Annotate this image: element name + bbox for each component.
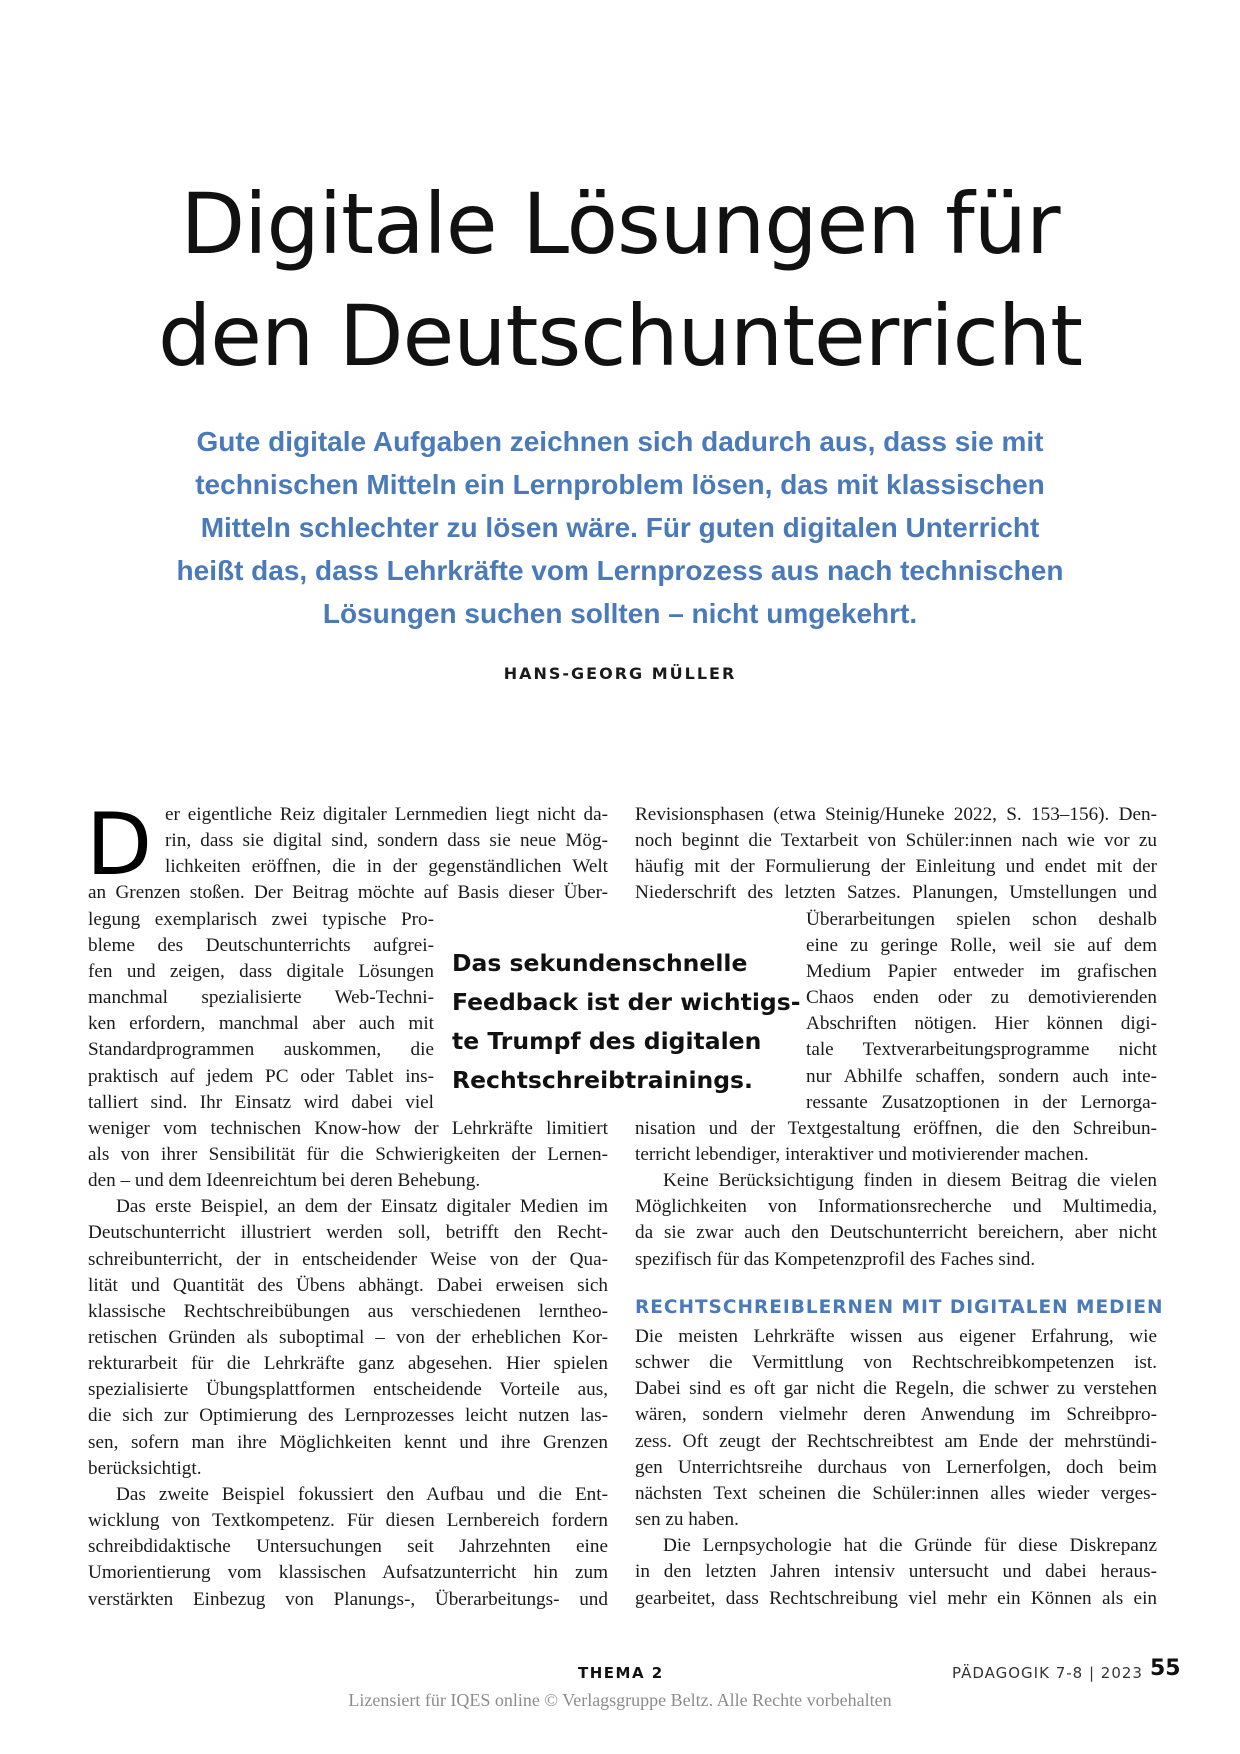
page-number: 55 [1150,1656,1181,1681]
body-text-line: Niederschrift des letzten Satzes. Planungen, Umstellungen und [635,882,1157,904]
author-byline: HANS-GEORG MÜLLER [503,664,737,683]
body-text-line: spezialisierte Übungsplattformen entscheidende Vorteile aus, [88,1379,608,1401]
body-text-line: spezifisch für das Kompetenzprofil des Faches sind. [635,1248,1036,1270]
body-text-line: retischen Gründen als suboptimal – von der erheblichen Kor- [88,1327,608,1348]
body-text-line: sen zu haben. [635,1509,739,1531]
lead-line: Mitteln schlechter zu lösen wäre. Für guten digitalen Unterricht [200,512,1040,543]
body-text-line: wicklung von Textkompetenz. Für diesen Lernbereich fordern [88,1510,608,1532]
body-text-line: schreibunterricht, der in entscheidender Weise von der Qua- [88,1248,608,1270]
article-title [0,168,1240,392]
body-text-line: Keine Berücksichtigung finden in diesem Beitrag die vielen [663,1170,1157,1192]
title-line: Digitale Lösungen für [180,175,1060,273]
body-text-line: ressante Zusatzoptionen in der Lernorga- [806,1091,1157,1113]
body-text-line: er eigentliche Reiz digitaler Lernmedien liegt nicht da- [165,804,608,825]
body-text-line: Dabei sind es oft gar nicht die Regeln, die schwer zu verstehen [635,1378,1157,1400]
body-text-line: sen, sofern man ihre Möglichkeiten kennt und ihre Grenzen [88,1431,608,1453]
body-text-line: nisation und der Textgestaltung eröffnen, die den Schreibun- [635,1117,1157,1139]
article-lead [100,420,1140,635]
body-text-line: in den letzten Jahren intensiv untersucht und dabei heraus- [635,1561,1157,1583]
body-text-line: Abschriften nötigen. Hier können digi- [806,1013,1157,1035]
body-text-line: wären, sondern vielmehr deren Anwendung im Schreibpro- [635,1404,1157,1426]
body-text-line: lität und Quantität des Übens abhängt. Dabei erweisen sich [88,1274,608,1296]
section-heading: RECHTSCHREIBLERNEN MIT DIGITALEN MEDIEN [635,1297,1164,1318]
body-text-line: Revisionsphasen (etwa Steinig/Huneke 2022, S. 153–156). Den- [635,804,1157,825]
body-text-line: fen und zeigen, dass digitale Lösungen [88,960,434,982]
body-text-line: rin, dass sie digital sind, sondern dass sie neue Mög- [165,830,608,852]
body-text-line: talliert sind. Ihr Einsatz wird dabei viel [88,1091,434,1113]
body-text-line: Das zweite Beispiel fokussiert den Aufbau und die Ent- [116,1483,608,1505]
footer-section-label: THEMA 2 [578,1664,664,1682]
body-text-line: Möglichkeiten von Informationsrecherche und Multimedia, [635,1196,1157,1218]
lead-line: heißt das, dass Lehrkräfte vom Lernprozess aus nach technischen [176,555,1064,586]
body-text-line: nächsten Text scheinen die Schüler:innen alles wieder verges- [635,1482,1157,1504]
body-text-line: bleme des Deutschunterrichts aufgrei- [88,934,434,956]
body-text-line: häufig mit der Formulierung der Einleitung und endet mit der [635,856,1157,878]
title-line: den Deutschunterricht [157,287,1083,385]
body-text-line: Das erste Beispiel, an dem der Einsatz digitaler Medien im [116,1196,608,1218]
body-text-line: Medium Papier entweder im grafischen [806,960,1157,982]
body-text-line: lichkeiten eröffnen, die in der gegenständlichen Welt [165,856,608,878]
lead-line: technischen Mitteln ein Lernproblem lösen, das mit klassischen [195,469,1045,500]
body-text-line: Umorientierung vom klassischen Aufsatzunterricht hin zum [88,1562,608,1584]
body-text-line: Chaos enden oder zu demotivierenden [806,987,1157,1009]
footer-journal-issue: PÄDAGOGIK 7-8 | 2023 [952,1664,1143,1682]
body-text-line: terricht lebendiger, interaktiver und motivierender machen. [635,1143,1089,1165]
body-text-line: schwer die Vermittlung von Rechtschreibkompetenzen ist. [635,1352,1157,1374]
body-text-line: tale Textverarbeitungsprogramme nicht [806,1039,1157,1061]
pull-quote-line: te Trumpf des digitalen [452,1027,762,1055]
body-text-line: Überarbeitungen spielen schon deshalb [806,908,1157,930]
body-text-line: nur Abhilfe schaffen, sondern auch inte- [806,1065,1157,1087]
drop-cap: D [86,795,153,895]
body-text-line: klassische Rechtschreibübungen aus verschiedenen lerntheo- [88,1300,608,1322]
body-text-line: ken erfordern, manchmal aber auch mit [88,1013,434,1035]
body-text-line: noch beginnt die Textarbeit von Schüler:innen nach wie vor zu [635,830,1157,852]
body-text-line: die sich zur Optimierung des Lernprozesses leicht nutzen las- [88,1405,608,1427]
body-text-line: Deutschunterricht illustriert werden soll, betrifft den Recht- [88,1222,608,1244]
body-text-line: berücksichtigt. [88,1457,202,1479]
pull-quote-line: Rechtschreibtrainings. [452,1066,753,1094]
body-text-line: gearbeitet, dass Rechtschreibung viel mehr ein Können als ein [635,1587,1157,1609]
lead-line: Lösungen suchen sollten – nicht umgekehrt. [322,598,918,629]
body-text-line: verstärkten Einbezug von Planungs-, Überarbeitungs- und [88,1588,608,1610]
lead-line: Gute digitale Aufgaben zeichnen sich dadurch aus, dass sie mit [196,426,1044,457]
body-text-line: eine zu geringe Rolle, weil sie auf dem [806,934,1157,956]
body-text-line: zess. Oft zeugt der Rechtschreibtest am Ende der mehrstündi- [635,1430,1157,1452]
body-text-line: Die Lernpsychologie hat die Gründe für diese Diskrepanz [663,1535,1157,1557]
body-text-line: den – und dem Ideenreichtum bei deren Behebung. [88,1170,481,1192]
body-text-line: als von ihrer Sensibilität für die Schwierigkeiten der Lernen- [88,1143,608,1165]
body-text-line: weniger vom technischen Know-how der Lehrkräfte limitiert [88,1117,608,1139]
body-text-line: manchmal spezialisierte Web-Techni- [88,987,434,1009]
body-text-line: an Grenzen stoßen. Der Beitrag möchte auf Basis dieser Über- [88,882,608,904]
body-text-line: legung exemplarisch zwei typische Pro- [88,908,434,930]
pull-quote-line: Das sekundenschnelle [452,949,748,977]
license-notice: Lizensiert für IQES online © Verlagsgruppe Beltz. Alle Rechte vorbehalten [348,1690,892,1710]
body-text-line: gen Unterrichtsreihe durchaus von Lernerfolgen, doch beim [635,1456,1157,1478]
body-text-line: da sie zwar auch den Deutschunterricht bereichern, aber nicht [635,1222,1157,1244]
pull-quote [452,944,801,1100]
body-text-line: Die meisten Lehrkräfte wissen aus eigener Erfahrung, wie [635,1326,1157,1347]
body-text-line: praktisch auf jedem PC oder Tablet ins- [88,1065,434,1087]
body-text-line: Standardprogrammen auskommen, die [88,1039,434,1061]
body-text-line: rekturarbeit für die Lehrkräfte ganz abgesehen. Hier spielen [88,1353,608,1375]
pull-quote-line: Feedback ist der wichtigs- [452,988,801,1016]
body-text-line: schreibdidaktische Untersuchungen seit Jahrzehnten eine [88,1536,608,1558]
